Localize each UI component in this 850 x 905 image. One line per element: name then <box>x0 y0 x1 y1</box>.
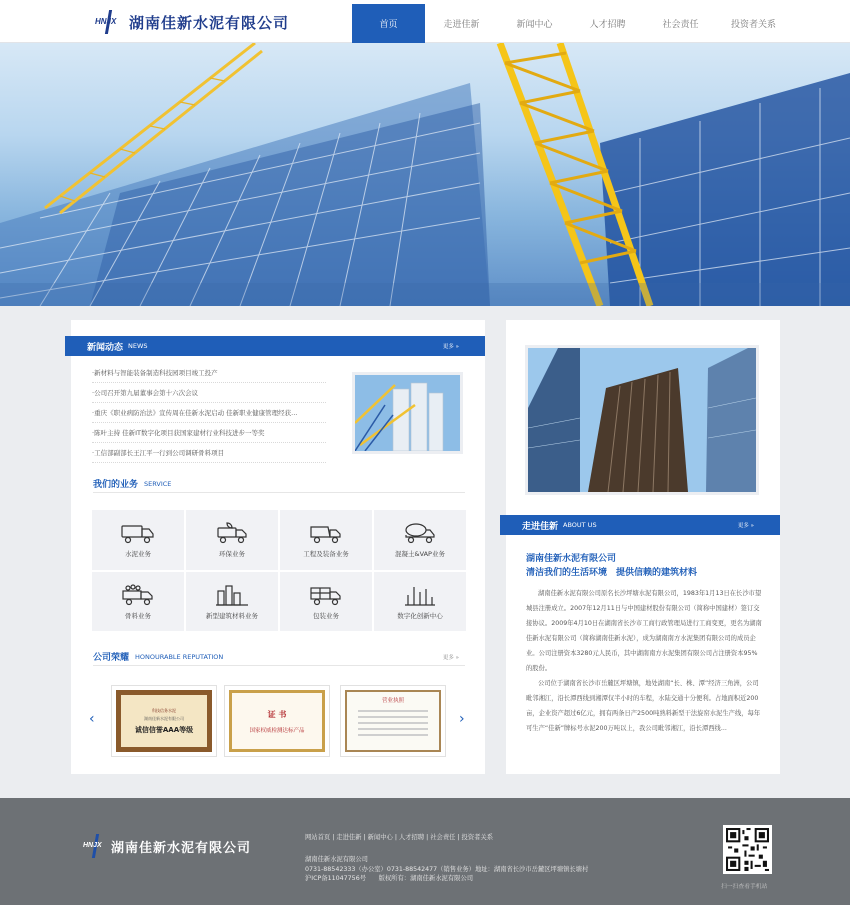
service-label: 骨料业务 <box>125 611 151 620</box>
service-section-title <box>93 475 465 493</box>
mixer-truck-icon <box>402 521 438 545</box>
honor-certificate[interactable] <box>224 685 330 757</box>
logo-mark-icon: HNJX <box>95 10 123 34</box>
main-nav <box>352 4 790 43</box>
news-item[interactable]: ·工信部副部长王江平一行到公司调研骨料项目 <box>92 443 326 463</box>
service-label: 包装业务 <box>313 611 339 620</box>
honor-section-title <box>93 648 465 666</box>
about-paragraph: 湖南佳新水泥有限公司原名长沙坪塘水泥有限公司，1983年1月13日在长沙市望城县注册成立。2007年12月11日与中国建材股份有限公司（简称中国建材）签订交接协议。2009年4月10日在湖南省长沙市工商行政管理局进行工商变更，更名为湖南佳新水泥有限公司（简称湖南佳新水泥），成为湖南南方水泥集团有限公司的成员企业。公司注册资本3280元人民币，其中湖南南方水泥集团有限公司占注册资本95%的股份。 <box>526 590 762 672</box>
bar-chart-icon <box>402 583 438 607</box>
footer-contact-line: 0731-88542333（办公室）0731-88542477（销售业务）地址：湖南省长沙市岳麓区坪塘镇长塘村 <box>305 866 589 873</box>
footer-company-line: 湖南佳新水泥有限公司 <box>305 856 368 863</box>
cert-heading: 科技信务水泥 <box>152 707 176 713</box>
news-title: 新闻动态 <box>87 342 124 353</box>
about-section-header <box>500 515 780 535</box>
honor-more-link[interactable]: 更多 » <box>442 654 459 661</box>
about-company-block <box>526 552 697 580</box>
site-header <box>0 0 850 43</box>
cert-heading: 证 书 <box>267 709 287 719</box>
about-title-en: ABOUT US <box>563 521 597 529</box>
hero-banner <box>0 43 850 306</box>
about-panel <box>506 320 780 774</box>
service-label: 混凝土&VAP业务 <box>395 550 445 559</box>
news-list <box>92 363 326 463</box>
nav-item-careers[interactable]: 人才招聘 <box>589 20 626 30</box>
qr-code-icon <box>723 825 772 874</box>
service-label: 水泥业务 <box>125 550 151 559</box>
service-label: 新型建筑材料业务 <box>206 611 258 620</box>
about-company-name: 湖南佳新水泥有限公司 <box>526 554 617 564</box>
nav-item-news[interactable]: 新闻中心 <box>516 20 553 30</box>
about-title: 走进佳新 <box>522 521 559 532</box>
news-more-link[interactable]: 更多 » <box>442 344 459 350</box>
cert-rating: 诚信信誉AAA等级 <box>134 725 194 734</box>
service-label: 数字化创新中心 <box>397 611 443 620</box>
news-item[interactable]: ·新材料与智能装备制造科技园项目竣工投产 <box>92 363 326 383</box>
footer-company-name: 湖南佳新水泥有限公司 <box>111 840 252 856</box>
honor-carousel <box>89 685 469 757</box>
carousel-next-icon[interactable]: › <box>459 711 465 727</box>
cert-heading: 营业执照 <box>381 698 404 704</box>
about-image[interactable] <box>525 345 759 495</box>
service-concrete[interactable] <box>374 510 466 570</box>
company-name: 湖南佳新水泥有限公司 <box>129 13 290 32</box>
cement-truck-icon <box>120 521 156 545</box>
news-item[interactable]: ·重庆《职业病防治法》宣传周在佳新水泥启动 佳新职业健康管理经获... <box>92 403 326 423</box>
honor-certificate[interactable] <box>340 685 446 757</box>
eco-truck-icon <box>214 521 250 545</box>
cert-company: 湖南佳新水泥有限公司 <box>144 715 184 721</box>
aggregate-truck-icon <box>120 583 156 607</box>
main-content-panel <box>71 320 485 774</box>
service-cement[interactable] <box>92 510 184 570</box>
nav-item-investor-relations[interactable]: 投资者关系 <box>730 20 776 30</box>
service-digital[interactable] <box>374 572 466 632</box>
about-more-link[interactable]: 更多 » <box>737 523 754 529</box>
dump-truck-icon <box>308 521 344 545</box>
service-grid <box>92 510 466 631</box>
service-packaging[interactable] <box>280 572 372 632</box>
footer-icp-line: 沪ICP备11047756号 版权所有：湖南佳新水泥有限公司 <box>305 875 474 882</box>
honor-title: 公司荣耀 <box>93 653 130 663</box>
service-building-materials[interactable] <box>186 572 278 632</box>
news-section-header <box>65 336 485 356</box>
qr-caption: 扫一扫查看手机站 <box>721 884 768 890</box>
honor-certificate[interactable] <box>111 685 217 757</box>
service-label: 环保业务 <box>219 550 245 559</box>
news-item[interactable]: ·陈叶主持 佳新IT数字化项目获国家建材行业科技进步一等奖 <box>92 423 326 443</box>
service-label: 工程及装备业务 <box>303 550 349 559</box>
site-footer <box>0 798 850 905</box>
service-engineering[interactable] <box>280 510 372 570</box>
logo[interactable] <box>95 9 289 35</box>
news-thumbnail[interactable] <box>352 372 463 454</box>
service-title: 我们的业务 <box>93 480 139 490</box>
honor-title-en: HONOURABLE REPUTATION <box>135 652 224 661</box>
nav-item-about[interactable]: 走进佳新 <box>443 20 480 30</box>
service-environmental[interactable] <box>186 510 278 570</box>
nav-item-home[interactable]: 首页 <box>352 4 425 43</box>
news-item[interactable]: ·公司召开第九届董事会第十六次会议 <box>92 383 326 403</box>
cert-line: 国家权威检测达标产品 <box>249 727 305 734</box>
news-title-en: NEWS <box>128 342 148 350</box>
about-slogan: 清洁我们的生活环境 提供信赖的建筑材料 <box>526 568 698 578</box>
service-aggregate[interactable] <box>92 572 184 632</box>
packaging-truck-icon <box>308 583 344 607</box>
about-paragraph: 公司位于湖南省长沙市岳麓区坪塘镇，地处湖南“长、株、潭”经济三角洲，公司毗邻湘江，沿长潭西线到湘潭仅半小时的车程，水陆交通十分便利。占地面积近200亩，企业资产超过6亿元，拥有两条日产2500吨熟料新型干法旋窑水泥生产线，每年可生产“佳新”牌标号水泥200万吨以上，我公司毗邻湘江，沿长潭西线... <box>526 680 761 732</box>
building-materials-icon <box>214 583 250 607</box>
carousel-prev-icon[interactable]: ‹ <box>89 711 95 727</box>
nav-item-social-responsibility[interactable]: 社会责任 <box>662 20 699 30</box>
footer-logo[interactable] <box>83 834 251 858</box>
logo-mark-icon: HNJX <box>83 834 109 858</box>
footer-links[interactable]: 网站首页 | 走进佳新 | 新闻中心 | 人才招聘 | 社会责任 | 投资者关系 <box>305 834 494 841</box>
service-title-en: SERVICE <box>144 479 172 488</box>
